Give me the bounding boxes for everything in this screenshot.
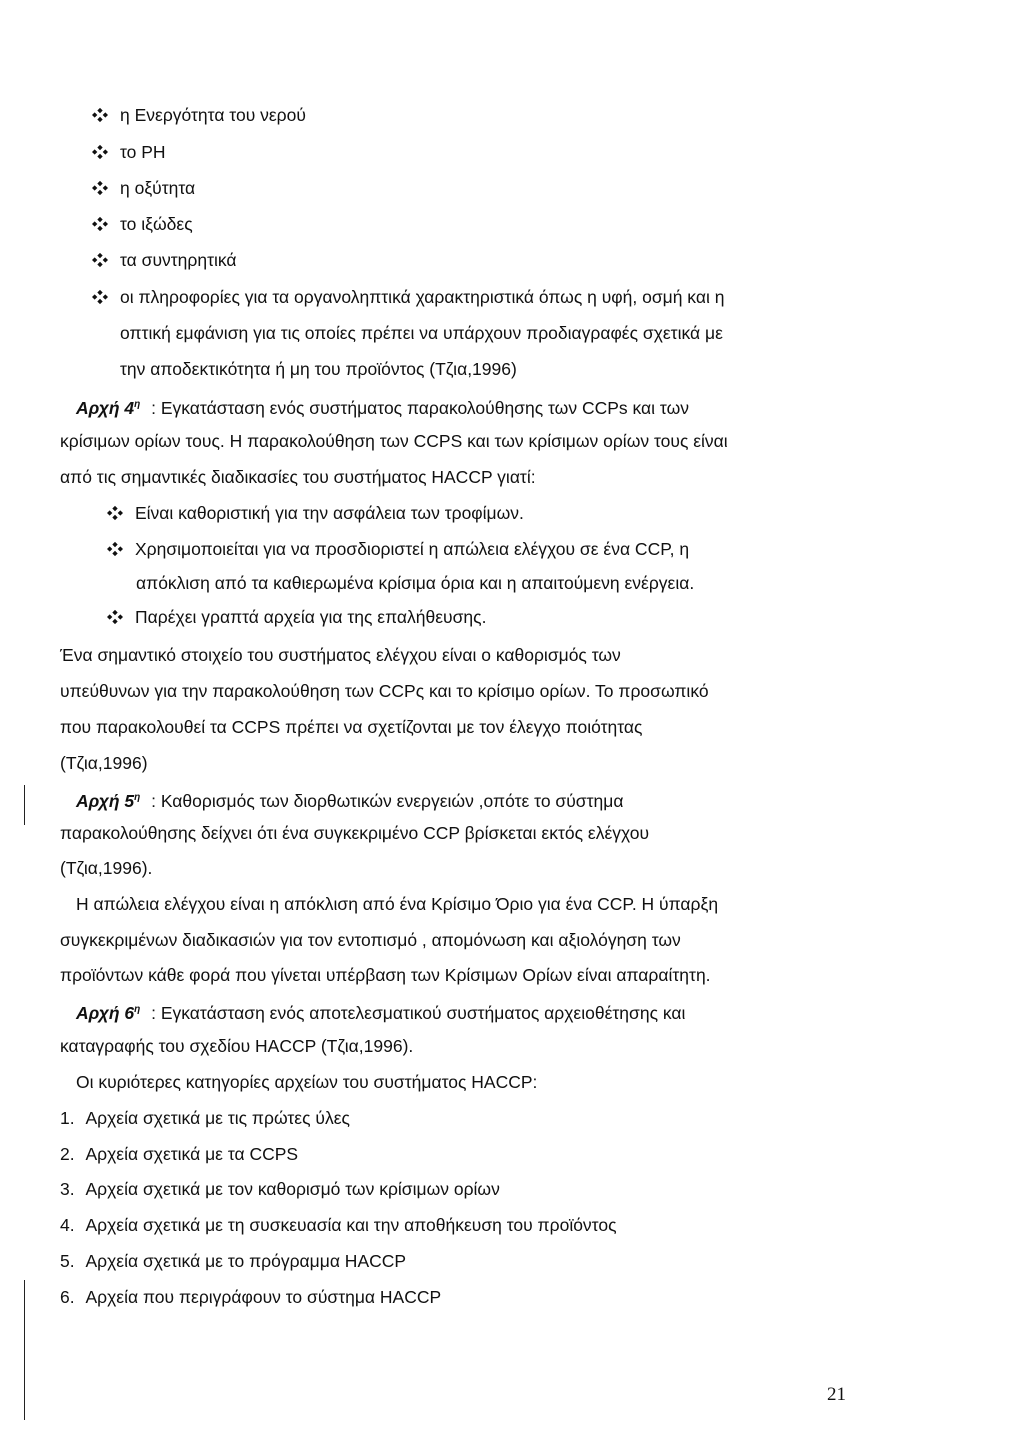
list-item: 6. Αρχεία που περιγράφουν το σύστημα HACCP [60, 1287, 442, 1307]
paragraph-line: Η απώλεια ελέγχου είναι η απόκλιση από ένα Κρίσιμο Όριο για ένα CCP. Η ύπαρξη [76, 894, 719, 914]
paragraph-line: υπεύθυνων για την παρακολούθηση των CCPς και το κρίσιμο ορίων. Το προσωπικό [60, 681, 709, 701]
bullet-item: το PH [92, 141, 166, 163]
bullet-item: το ιξώδες [92, 213, 193, 235]
bullet-item: οι πληροφορίες για τα οργανοληπτικά χαρακτηριστικά όπως η υφή, οσμή και η [92, 286, 724, 308]
diamond-bullet-icon [107, 505, 123, 521]
list-item: 2. Αρχεία σχετικά με τα CCPS [60, 1144, 299, 1164]
bullet-item: Είναι καθοριστική για την ασφάλεια των τροφίμων. [107, 502, 524, 524]
page-number: 21 [827, 1384, 846, 1405]
principle-4-heading: Αρχή $4^\eta$ : Εγκατάσταση ενός συστήματος παρακολούθησης των CCPs και των [76, 397, 689, 418]
bullet-continuation: την αποδεκτικότητα ή μη του προϊόντος (Τζια,1996) [120, 359, 517, 379]
diamond-bullet-icon [92, 216, 108, 232]
list-item: 3. Αρχεία σχετικά με τον καθορισμό των κρίσιμων ορίων [60, 1179, 500, 1199]
paragraph-line: προϊόντων κάθε φορά που γίνεται υπέρβαση των Κρίσιμων Ορίων είναι απαραίτητη. [60, 965, 711, 985]
bullet-continuation: απόκλιση από τα καθιερωμένα κρίσιμα όρια και η απαιτούμενη ενέργεια. [136, 573, 695, 593]
diamond-bullet-icon [107, 609, 123, 625]
list-item: 4. Αρχεία σχετικά με τη συσκευασία και την αποθήκευση του προϊόντος [60, 1215, 617, 1235]
paragraph-line: που παρακολουθεί τα CCPS πρέπει να σχετίζονται με τον έλεγχο ποιότητας [60, 717, 643, 737]
bullet-item: η οξύτητα [92, 177, 195, 199]
bullet-item: Χρησιμοποιείται για να προσδιοριστεί η απώλεια ελέγχου σε ένα CCP, η [107, 538, 689, 560]
list-item: 5. Αρχεία σχετικά με το πρόγραμμα HACCP [60, 1251, 407, 1271]
paragraph-line: από τις σημαντικές διαδικασίες του συστήματος HACCP γιατί: [60, 467, 536, 487]
bullet-item: Παρέχει γραπτά αρχεία για της επαλήθευσης. [107, 606, 486, 628]
paragraph-line: παρακολούθησης δείχνει ότι ένα συγκεκριμένο CCP βρίσκεται εκτός ελέγχου [60, 823, 650, 843]
paragraph-line: καταγραφής του σχεδίου HACCP (Τζια,1996). [60, 1036, 414, 1056]
paragraph-line: (Τζια,1996). [60, 858, 153, 878]
paragraph-line: (Τζια,1996) [60, 753, 148, 773]
margin-rule [24, 1280, 25, 1420]
paragraph-line: συγκεκριμένων διαδικασιών για τον εντοπισμό , απομόνωση και αξιολόγηση των [60, 930, 681, 950]
list-item: 1. Αρχεία σχετικά με τις πρώτες ύλες [60, 1108, 350, 1128]
principle-6-heading: Αρχή $6^\eta$ : Εγκατάσταση ενός αποτελεσματικού συστήματος αρχειοθέτησης και [76, 1002, 686, 1023]
principle-5-heading: Αρχή $5^\eta$ : Καθορισμός των διορθωτικών ενεργειών ,οπότε το σύστημα [76, 790, 624, 811]
diamond-bullet-icon [92, 289, 108, 305]
records-intro: Οι κυριότερες κατηγορίες αρχείων του συστήματος HACCP: [76, 1072, 538, 1092]
bullet-item: τα συντηρητικά [92, 249, 237, 271]
diamond-bullet-icon [107, 541, 123, 557]
diamond-bullet-icon [92, 144, 108, 160]
bullet-item: η Ενεργότητα του νερού [92, 104, 306, 126]
diamond-bullet-icon [92, 107, 108, 123]
paragraph-line: κρίσιμων ορίων τους. Η παρακολούθηση των CCPS και των κρίσιμων ορίων τους είναι [60, 431, 728, 451]
diamond-bullet-icon [92, 180, 108, 196]
diamond-bullet-icon [92, 252, 108, 268]
margin-rule [24, 785, 25, 825]
paragraph-line: Ένα σημαντικό στοιχείο του συστήματος ελέγχου είναι ο καθορισμός των [60, 645, 621, 665]
bullet-continuation: οπτική εμφάνιση για τις οποίες πρέπει να υπάρχουν προδιαγραφές σχετικά με [120, 323, 723, 343]
